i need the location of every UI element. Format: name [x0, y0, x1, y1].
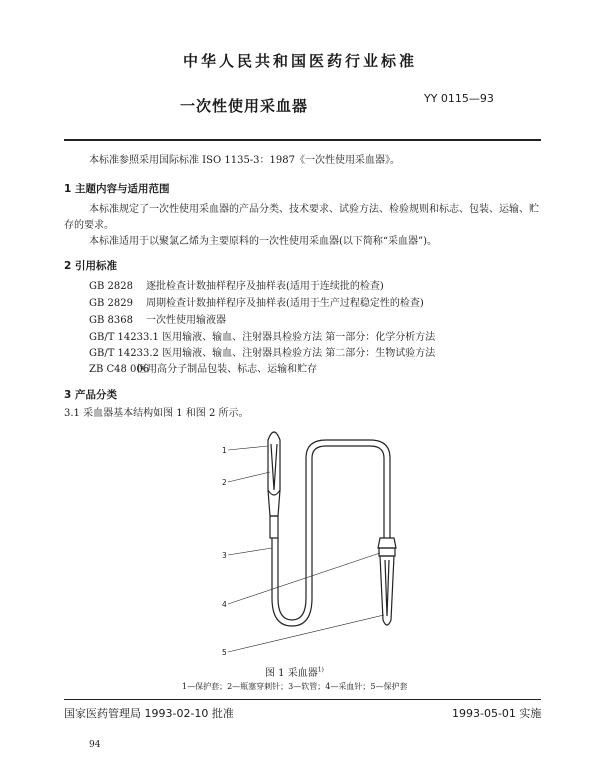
ref-code: GB 8368 [89, 315, 133, 326]
header-org: 中华人民共和国医药行业标准 [182, 52, 417, 70]
standard-code: YY 0115—93 [424, 92, 494, 105]
ref-title: 逐批检查计数抽样程序及抽样表(适用于连续批的检查) [146, 281, 384, 292]
section-1-para-1-line-2: 存的要求。 [64, 220, 114, 231]
ref-title: 医用输液、输血、注射器具检验方法 第二部分：生物试验方法 [162, 348, 436, 359]
top-rule [64, 139, 541, 141]
ref-code: GB/T 14233.2 [89, 348, 159, 359]
figure-label: 4 [222, 600, 227, 609]
ref-item [89, 297, 424, 311]
section-1-para-1-line-1: 本标准规定了一次性使用采血器的产品分类、技术要求、试验方法、检验规则和标志、包装、运输、贮 [89, 204, 539, 215]
section-3-heading: 3 产品分类 [64, 389, 117, 401]
figure-legend: 1—保护套；2—瓶塞穿刺针；3—软管；4—采血针；5—保护套 [182, 682, 408, 691]
blood-needle-right [378, 538, 396, 548]
implementation-line: 1993-05-01 实施 [452, 707, 542, 720]
ref-title: 医用高分子制品包装、标志、运输和贮存 [137, 364, 318, 375]
section-1-para-2: 本标准适用于以聚氯乙烯为主要原料的一次性使用采血器(以下简称“采血器”)。 [89, 236, 438, 247]
ref-item [89, 347, 435, 361]
ref-title: 一次性使用输液器 [146, 315, 226, 326]
ref-item [89, 331, 435, 345]
figure-caption-text: 图 1 采血器 [265, 668, 318, 679]
document-title: 一次性使用采血器 [180, 97, 309, 115]
intro-text: 本标准参照采用国际标准 ISO 1135-3：1987《一次性使用采血器》。 [89, 155, 400, 166]
ref-item [89, 363, 317, 377]
section-3-1-text: 3.1 采血器基本结构如图 1 和图 2 所示。 [64, 408, 249, 419]
page-number: 94 [89, 740, 101, 750]
section-2-heading: 2 引用标准 [64, 260, 117, 272]
figure-label: 5 [222, 648, 227, 657]
blood-collector-figure [210, 420, 410, 665]
figure-caption [265, 664, 324, 679]
ref-item [89, 280, 384, 294]
ref-code: GB 2828 [89, 281, 133, 292]
approval-line: 国家医药管理局 1993-02-10 批准 [64, 707, 234, 720]
section-1-heading: 1 主题内容与适用范围 [64, 183, 170, 195]
footnote-marker: 1) [317, 666, 324, 674]
ref-code: GB/T 14233.1 [89, 332, 159, 343]
ref-code: GB 2829 [89, 298, 133, 309]
ref-title: 医用输液、输血、注射器具检验方法 第一部分：化学分析方法 [162, 332, 436, 343]
tubing [272, 446, 384, 626]
figure-label: 3 [222, 551, 227, 560]
ref-code: ZB C48 006 [89, 364, 150, 375]
bottom-rule [64, 699, 541, 700]
ref-item [89, 314, 226, 328]
ref-title: 周期检查计数抽样程序及抽样表(适用于生产过程稳定性的检查) [146, 298, 424, 309]
figure-label: 2 [222, 478, 227, 487]
figure-label: 1 [222, 446, 227, 455]
